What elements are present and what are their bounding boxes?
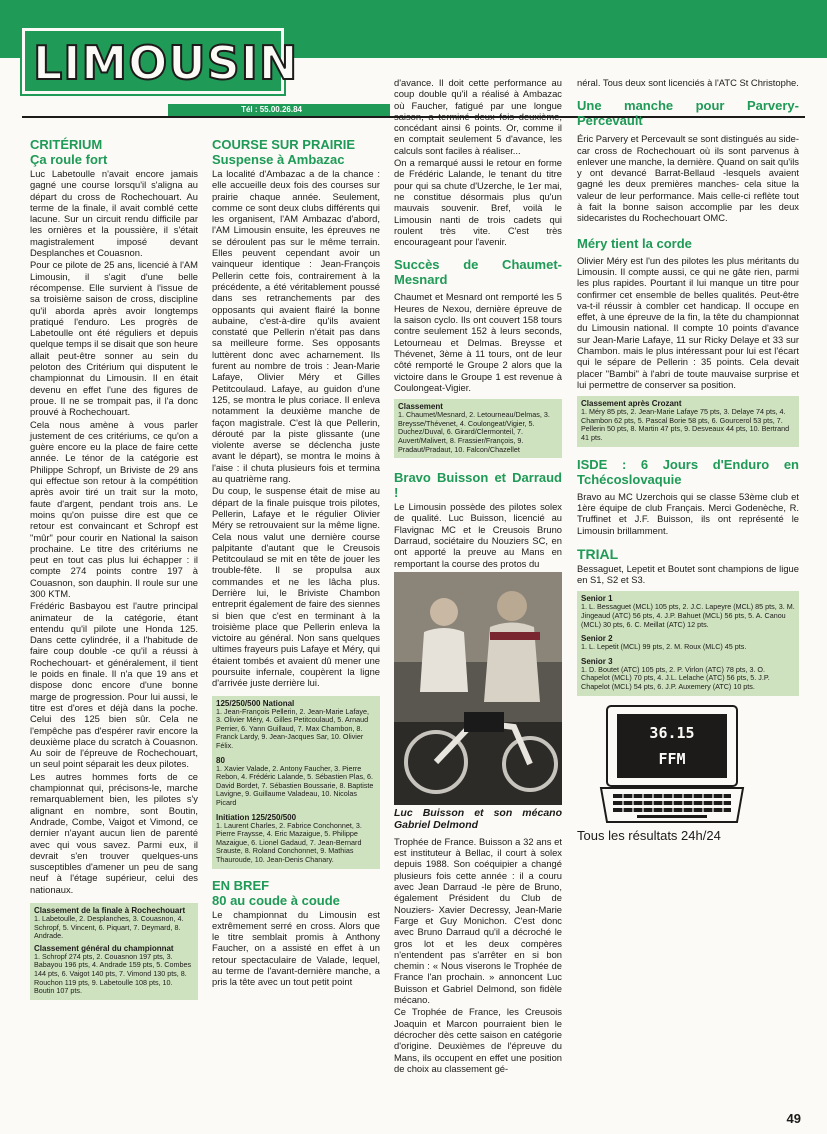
minitel-illustration <box>597 704 747 826</box>
results-title: Classement après Crozant <box>581 399 682 409</box>
results-text: 1. Chaumet/Mesnard, 2. Letourneau/Delmas, 3. Breysse/Thévenet, 4. Coulongeat/Vigier, 5. Duchez/Duval, 6. Girard/Clermonteil, 7. Auvert/Malivert, 8. Frassier/François, 9. Pradaut/Pradaut, 10. Falcon/Chazellet <box>398 410 550 454</box>
headline-isde: ISDE : 6 Jours d'Enduro en Tchécoslovaquie <box>577 456 799 487</box>
paragraph: Chaumet et Mesnard ont remporté les 5 Heures de Nexou, dernière épreuve de la saison cyclo. Ils ont couvert 158 tours contre seulement 152 à leurs seconds, Letourneau et Delmas. Breysse et Thévenet, 3ème à 11 tours, ont de leur côté remporté le Groupe 2 alors que la victoire dans le Groupe 1 est revenue à Coulongeat-Vigier. <box>394 291 562 393</box>
results-text: 1. Jean-François Pellerin, 2. Jean-Marie Lafaye, 3. Olivier Méry, 4. Gilles Petitcoulaud, 5. Arnaud Perrier, 6. Yann Guillaud, 7. Max Chambon, 8. Franck Lardy, 9. Jean-Jacques Sar, 10. Olivier Félix. <box>216 706 370 751</box>
headline-mery: Méry tient la corde <box>577 235 692 251</box>
column-prairie <box>212 138 380 988</box>
paragraph: Trophée de France. Buisson a 32 ans et est instituteur à Bellac, il court à solex depuis 1988. Son coéquipier a changé plusieurs fois cette année : il a couru avec Jean Darraud -le père de Bruno, également Président du Club de Nouziers- Xavier Decressy, Jean-Marie Farge et Guy Monichon. C'est donc avec Bruno Darraud qu'il a décroché le gros lot et les deux compères n'entendent pas s'arrêter en si bon chemin : « Nous viserons le Trophée de France l'an prochain. » annoncent Luc Buisson et Gabriel Delmond, son fidèle mécano. <box>394 835 562 1006</box>
paragraph: La localité d'Ambazac a de la chance : elle accueille deux fois des courses sur prairie chaque année. Seulement, comme ce sont deux clubs différents qui les organisent, l'AM Ambazac d'abord, l'AM Limousin ensuite, les épreuves ne se déroulent pas sur le même terrain. Elles peuvent cependant avoir un vainqueur identique : Jean-François Pellerin cette fois, contrairement à la précédente, a été véritablement poussé dans ses retranchements par des opposants qui avaient flairé la bonne aubaine, c'est-à-dire qu'ils avaient constaté que Pellerin n'était pas dans sa meilleure forme. Ses opposants luttèrent donc avec acharnement. Ils furent au nombre de trois : Jean-Marie Lafaye, Olivier Méry et Gilles Petitcoulaud. Lafaye, au guidon d'une 125, se montra le plus coriace. Il enleva notamment la deuxième manche de façon magistrale. C'est là que Pellerin, dérouté par la piste glissante (une violente averse se déclencha juste avant le départ), se montra le moins à l'aise : il chuta plusieurs fois et termina au quatrième rang. <box>212 168 380 485</box>
headline-trial: TRIAL <box>577 545 619 562</box>
paragraph: Les autres hommes forts de ce championnat qui, précisons-le, marche remarquablement bien, les pilotes s'y alignant en nombre, sont Boutin, Andrade, Combe, Vaigot et Vimond, ce dernier n'ayant aucun lien de parenté avec qui vous savez. Parmi eux, il devrait s'en trouver quelques-uns susceptibles d'amener un peu de sang neuf à l'étage supérieur, celui des nationaux. <box>30 770 198 895</box>
results-box <box>577 396 799 446</box>
results-text: 1. L. Lepetit (MCL) 99 pts, 2. M. Roux (MLC) 45 pts. <box>581 642 747 652</box>
paragraph: Le Limousin possède des pilotes solex de qualité. Luc Buisson, licencié au Flavignac MC et le Creusois Bruno Darraud, sociétaire du Nouziers SC, en ont apporté la preuve au Mans en remportant la course des protos du <box>394 501 562 569</box>
photo-buisson-delmond <box>394 569 562 805</box>
paragraph: Du coup, le suspense était de mise au départ de la finale puisque trois pilotes, Pellerin, Lafaye et le régulier Olivier Méry se retrouvaient sur la même ligne. Cela nous valut une dernière course palpitante d'autant que le Creusois Petitcoulaud se mit en tête de jouer les trouble-fête. Il se propulsa aux commandes et ne les lâcha plus. Derrière lui, le Briviste Chambon entreprit également de faire des siennes si bien que c'est en terminant à la troisième place que Pellerin enleva la victoire au général. Non sans quelques ultimes frayeurs puis Lafaye et Méry, qui étaient tombés et avaient dû mener une poursuite infernale, coupèrent la ligne d'arrivée juste derrière lui. <box>212 485 380 689</box>
results-box <box>30 903 198 1000</box>
paragraph: Pour ce pilote de 25 ans, licencié à l'AM Limousin, il s'agit d'une belle récompense. Elle survient à l'issue de sa troisième saison de cross, discipline qu'il aborda après avoir longtemps pratiqué l'enduro. Les progrès de Labetoulle ont été réguliers et depuis quelque temps il se disait que son heure allait peut-être sonner au sein du peloton des Critérium qui disputent le championnat du Limousin. Il en était devenu en effet l'une des figures de proue. Il ne se trompait pas, il l'a donc prouvé à Rochechouart. <box>30 259 198 418</box>
results-text: 1. Méry 85 pts, 2. Jean-Marie Lafaye 75 pts, 3. Delaye 74 pts, 4. Chambon 62 pts, 5. Pascal Borie 58 pts, 6. Gourcerol 53 pts, 7. Pellerin 50 pts, 8. Martin 47 pts, 9. Desveaux 44 pts, 10. Bertrand 41 pts. <box>581 407 790 443</box>
paragraph: Ce Trophée de France, les Creusois Joaquin et Marcon pourraient bien le décrocher dès cette saison en catégorie d'origine. Deuxièmes de l'épreuve du Mans, ils occupent en effet une position de choix au classement gé- <box>394 1006 562 1074</box>
headline-ca-roule-fort: Ça roule fort <box>30 152 108 167</box>
paragraph: On a remarqué aussi le retour en forme de Frédéric Lalande, le tenant du titre pour qui sa chute d'Uzerche, le 1er mai, ne constitue désormais plus qu'un mauvais souvenir. Bref, voilà le Limousin nanti de trois cadets qui roulent très vite. C'est très encourageant pour l'avenir. <box>394 157 562 248</box>
paragraph: Bravo au MC Uzerchois qui se classe 53ème club et 1ère équipe de club Français. Merci Godenèche, R. Truffinet et J.F. Buisson, ils ont représenté le Limousin brillamment. <box>577 490 799 536</box>
phone-bar <box>168 104 390 116</box>
headline-80-coude: 80 au coude à coude <box>212 892 340 908</box>
paragraph: néral. Tous deux sont licenciés à l'ATC St Christophe. <box>577 77 799 88</box>
headline-parvery: Une manche pour Parvery-Percevault <box>577 98 799 129</box>
minitel-line-2: FFM <box>658 749 686 768</box>
kicker-en-bref: EN BREF <box>212 877 270 893</box>
kicker-course-sur-prairie: COURSE SUR PRAIRIE <box>212 137 356 152</box>
results-box <box>577 591 799 695</box>
paragraph: d'avance. Il doit cette performance au coup double qu'il a réalisé à Ambazac où Faucher, fatigué par une longue saison, a terminé deux fois deuxième, concédant ainsi 6 points. Or, comme il en comptait seulement 5 d'avance, les calculs sont faciles à réaliser... <box>394 77 562 156</box>
results-text: 1. Laurent Charles, 2. Fabrice Conchonnet, 3. Pierre Fraysse, 4. Eric Mazaigue, 5. Philippe Mazaigue, 6. Lionel Gadaud, 7. Jean-Bernard Srauste, 8. Roland Conchonnet, 9. Mathias Thauroude, 10. Jean-Denis Chanary. <box>216 820 362 864</box>
results-title: Senior 2 <box>581 634 613 644</box>
results-text: 1. Schropf 274 pts, 2. Couasnon 197 pts, 3. Babayou 196 pts, 4. Andrade 159 pts, 5. Combes 144 pts, 6. Vaigot 140 pts, 7. Vimond 130 pts, 8. Rouchon 119 pts, 9. Labetoulle 108 pts, 10. Boutin 107 pts. <box>34 951 192 996</box>
paragraph: Bessaguet, Lepetit et Boutet sont champions de ligue en S1, S2 et S3. <box>577 562 799 586</box>
results-title: Initiation 125/250/500 <box>216 812 297 822</box>
masthead-title: LIMOUSIN <box>33 36 299 90</box>
photo-illustration <box>394 572 562 805</box>
paragraph: Luc Labetoulle n'avait encore jamais gagné une course lorsqu'il s'aligna au départ du cross de Rochechouart. Au terme de la finale, il avait comblé cette lacune. Sur un circuit rendu difficile par les ornières et la poussière, il s'était magistralement imposé devant Desplanches et Couasnon. <box>30 168 198 259</box>
paragraph: Olivier Méry est l'un des pilotes les plus méritants du Limousin. Il compte aussi, ce qui ne gâte rien, parmi les plus rapides. Pourtant il lui manque un titre pour confirmer cet ensemble de belles qualités. Peut-être va-t-il réussir à combler cet handicap. Il occupe en effet, à une épreuve de la fin, la tête du championnat du Limousin national. Il compte 10 points d'avance sur Jean-Marie Lafaye, 11 sur Ricky Delaye et 33 sur Chambon. mais le plus intéressant pour lui est l'écart qui le sépare de Pellerin : 35 points. Cela devait placer "Bambi" à l'abri de toute mauvaise surprise et lui permettre de conserver sa position. <box>577 254 799 390</box>
results-title: 125/250/500 National <box>216 698 295 708</box>
results-title: Classement de la finale à Rochechouart <box>34 906 186 915</box>
results-title: Classement <box>398 402 443 412</box>
results-text: 1. Labetoulle, 2. Desplanches, 3. Couasnon, 4. Schropf, 5. Vincent, 6. Piquart, 7. Deymard, 8. Andrade. <box>34 914 184 941</box>
masthead <box>22 28 299 94</box>
results-title: Senior 3 <box>581 656 613 666</box>
minitel-caption: Tous les résultats 24h/24 <box>577 827 721 843</box>
kicker-criterium: CRITÉRIUM <box>30 137 103 152</box>
paragraph: Le championnat du Limousin est extrêmement serré en cross. Alors que le titre semblait promis à Anthony Faucher, on a assisté en effet à un retour spectaculaire de Valade, lequel, au terme de l'avant-dernière manche, a pris la tête avec un tout petit point <box>212 908 380 988</box>
column-criterium <box>30 138 198 1000</box>
paragraph: Éric Parvery et Percevault se sont distingués au side-car cross de Rochechouart où ils sont parvenus à enlever une manche, la dernière. Quand on sait qu'ils y ont devancé Barrat-Bellaud -lesquels avaient gagné les deux premières manches- cela situe la valeur de leur performance. Mais celle-ci reflète tout à fait la bonne saison accomplie par les deux sidecaristes du Rochechouart OMC. <box>577 133 799 224</box>
results-text: 1. D. Boutet (ATC) 105 pts, 2. P. Virlon (ATC) 78 pts, 3. O. Chapelot (MCL) 70 pts, 4. J.L. Lelache (ATC) 56 pts, 5. J.P. Chapelot (MCL) 54 pts, 6. J.P. Auxemery (ATC) 10 pts. <box>581 664 770 691</box>
page-number: 49 <box>786 1111 801 1126</box>
paragraph: Cela nous amène à vous parler justement de ces critériums, ce qu'on a guère encore eu la place de faire cette année. Le ténor de la catégorie est Philippe Schropf, un Briviste de 29 ans qui effectue son retour à la compétition après avoir tiré un trait sur la moto, faute d'argent, pendant trois ans. Le moins qu'on puisse dire est que ce retour est convaincant et Schropf est "mûr" pour courir en National la saison prochaine. Le titre des critériums ne peut en tout cas plus lui échapper : il compte 274 points contre 197 à Couasnon, son dauphin. Il roule sur une 300 KTM. <box>30 418 198 599</box>
results-title: 80 <box>216 755 225 765</box>
results-box <box>394 399 562 458</box>
column-solex <box>394 76 562 1074</box>
column-side-car <box>577 76 799 843</box>
results-box <box>212 696 380 869</box>
results-text: 1. L. Bessaguet (MCL) 105 pts, 2. J.C. Lapeyre (MCL) 85 pts, 3. M. Jingeaud (ATC) 56 pts, 4. J.P. Bahuet (MCL) 56 pts, 5. A. Canou (MCL) 30 pts, 6. C. Meillat (ATC) 12 pts. <box>581 602 795 629</box>
results-text: 1. Xavier Valade, 2. Antony Faucher, 3. Pierre Rebon, 4. Frédéric Lalande, 5. Sébastien Plas, 6. David Bordet, 7. Sébastien Boussarie, 8. Baptiste Lavigne, 9. Guillaume Valadeau, 10. Nicolas Picard <box>216 763 374 807</box>
headline-succes: Succès de Chaumet-Mesnard <box>394 257 562 288</box>
phone-number: Tél : 55.00.26.84 <box>241 105 302 114</box>
headline-bravo: Bravo Buisson et Darraud ! <box>394 470 562 501</box>
results-title: Senior 1 <box>581 594 613 604</box>
results-title: Classement général du championnat <box>34 943 174 953</box>
minitel-line-1: 36.15 <box>649 723 695 742</box>
headline-suspense-ambazac: Suspense à Ambazac <box>212 152 345 167</box>
paragraph: Frédéric Basbayou est l'autre principal animateur de la catégorie, étant entendu qu'il pilote une Honda 125. Dans cette cylindrée, il a l'habitude de faire coup double -ce qu'il a réussi à Rochechouart- et généralement, il tient le poids en finale. Il n'a que 19 ans et dispose donc encore d'une bonne marge de progression. Pour lui aussi, le titre est d'ores et déjà dans la poche. Celui des 125 bien sûr. Cela ne l'empêche pas d'espérer ravir encore la deuxième place du scratch à Couasnon. Au soir de l'épreuve de Rochechouart, un seul point séparait les deux pilotes. <box>30 600 198 770</box>
photo-caption: Luc Buisson et son mécano Gabriel Delmond <box>394 806 562 831</box>
minitel-terminal <box>597 704 747 826</box>
